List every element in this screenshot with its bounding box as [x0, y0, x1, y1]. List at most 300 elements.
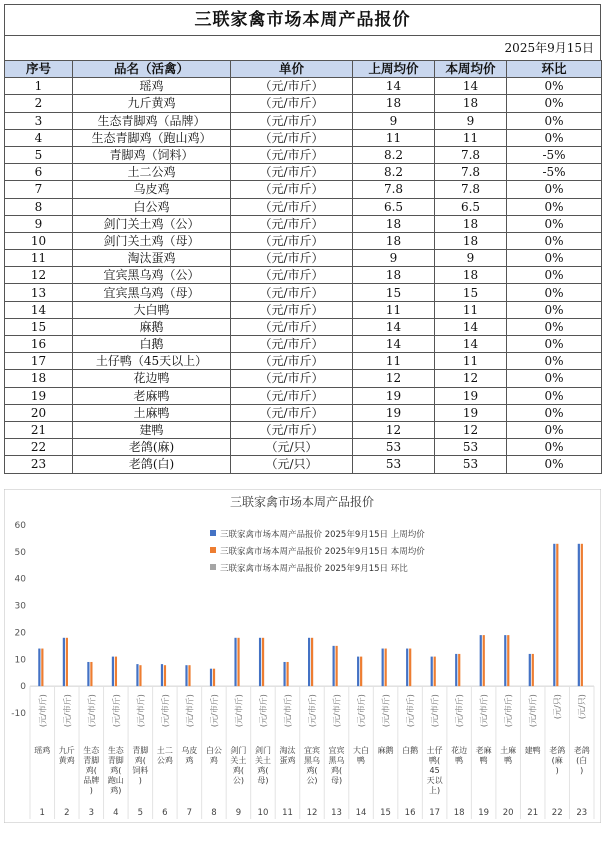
category-name-line: 淘汰	[279, 746, 296, 755]
table-row	[5, 215, 602, 232]
category-name-line: )	[580, 766, 584, 775]
bar	[455, 654, 457, 686]
sheet-title: 三联家禽市场本周产品报价	[4, 4, 601, 36]
category-name-line: 宜宾	[304, 746, 320, 755]
unit: （元/市斤）	[231, 284, 353, 301]
bar	[185, 665, 187, 686]
this-week-price: 15	[435, 284, 507, 301]
row-index: 9	[5, 215, 73, 232]
category-unit-label: (元/市斤)	[185, 694, 195, 728]
last-week-price: 12	[353, 370, 435, 387]
this-week-price: 18	[435, 215, 507, 232]
category-name-label	[525, 745, 541, 755]
category-unit-label: (元/市斤)	[160, 694, 170, 728]
bar	[66, 638, 68, 686]
category-name-line: 生态	[107, 746, 124, 755]
change-pct: 0%	[507, 129, 602, 146]
change-pct: 0%	[507, 318, 602, 335]
last-week-price: 14	[353, 336, 435, 353]
row-index: 12	[5, 267, 73, 284]
product-name: 瑶鸡	[73, 78, 231, 95]
bar	[210, 669, 212, 686]
last-week-price: 14	[353, 78, 435, 95]
y-tick-label: 0	[20, 682, 26, 693]
bar	[213, 669, 215, 686]
category-unit-label: (元/市斤)	[38, 694, 48, 728]
change-pct: 0%	[507, 439, 602, 456]
category-name-line: 土仔	[426, 746, 443, 755]
y-tick-label: 30	[14, 601, 26, 612]
category-index-label: 16	[404, 808, 416, 818]
header-cell: 上周均价	[353, 61, 435, 78]
change-pct: -5%	[507, 164, 602, 181]
last-week-price: 18	[353, 267, 435, 284]
this-week-price: 14	[435, 336, 507, 353]
bar	[136, 664, 138, 686]
table-row	[5, 404, 602, 421]
category-name-line: 饲料	[132, 766, 149, 775]
table-row	[5, 421, 602, 438]
bar	[458, 654, 460, 686]
category-index-label: 22	[551, 808, 563, 818]
category-name-line: 鸡(	[232, 766, 244, 775]
last-week-price: 12	[353, 421, 435, 438]
change-pct: 0%	[507, 198, 602, 215]
last-week-price: 9	[353, 250, 435, 267]
product-name: 青脚鸡（饲料）	[73, 146, 231, 163]
unit: （元/市斤）	[231, 181, 353, 198]
row-index: 16	[5, 336, 73, 353]
bar	[406, 649, 408, 687]
bar	[507, 635, 509, 686]
bar	[333, 646, 335, 686]
category-index-label: 9	[235, 808, 242, 818]
legend-swatch	[210, 547, 216, 553]
this-week-price: 18	[435, 232, 507, 249]
bar	[38, 649, 40, 687]
last-week-price: 7.8	[353, 181, 435, 198]
category-name-line: 母)	[257, 776, 269, 785]
legend-swatch	[210, 564, 216, 570]
category-unit-label: (元/市斤)	[528, 694, 538, 728]
row-index: 8	[5, 198, 73, 215]
table-row	[5, 284, 602, 301]
category-name-line: 建鸭	[524, 746, 541, 755]
category-name-label	[378, 745, 394, 755]
table-row	[5, 112, 602, 129]
bar	[357, 657, 359, 687]
category-name-line: 公)	[232, 776, 244, 785]
unit: （元/市斤）	[231, 232, 353, 249]
table-row	[5, 370, 602, 387]
category-unit-label: (元/市斤)	[87, 694, 97, 728]
row-index: 1	[5, 78, 73, 95]
table-body	[5, 78, 602, 473]
product-name: 土麻鸭	[73, 404, 231, 421]
category-name-line: 剑门	[230, 746, 247, 755]
category-name-line: 鸡(	[110, 766, 122, 775]
price-table	[4, 60, 602, 474]
this-week-price: 12	[435, 370, 507, 387]
unit: （元/市斤）	[231, 370, 353, 387]
category-name-line: 鸭	[455, 756, 464, 765]
category-name-line: 鸡(	[306, 766, 318, 775]
product-name: 麻鹅	[73, 318, 231, 335]
category-name-line: 鸡(	[85, 766, 97, 775]
category-name-line: 黑乌	[304, 756, 320, 765]
bar	[237, 638, 239, 686]
category-name-line: 品牌	[83, 776, 100, 785]
category-unit-label: (元/市斤)	[381, 694, 391, 728]
bar	[578, 544, 580, 686]
this-week-price: 12	[435, 421, 507, 438]
product-name: 剑门关土鸡（公）	[73, 215, 231, 232]
unit: （元/市斤）	[231, 146, 353, 163]
product-name: 生态青脚鸡（跑山鸡）	[73, 129, 231, 146]
bar	[161, 664, 163, 686]
product-name: 白公鸡	[73, 198, 231, 215]
bar	[308, 638, 310, 686]
row-index: 2	[5, 95, 73, 112]
this-week-price: 18	[435, 267, 507, 284]
last-week-price: 6.5	[353, 198, 435, 215]
category-index-label: 5	[137, 808, 144, 818]
change-pct: -5%	[507, 146, 602, 163]
category-index-label: 4	[113, 808, 119, 818]
category-name-line: 公鸡	[156, 756, 173, 765]
bar	[41, 649, 43, 687]
unit: （元/市斤）	[231, 404, 353, 421]
header-cell: 品名（活禽）	[73, 61, 231, 78]
table-row	[5, 129, 602, 146]
bar	[283, 662, 285, 686]
bar	[434, 657, 436, 687]
bar	[556, 544, 558, 686]
change-pct: 0%	[507, 353, 602, 370]
bar	[382, 649, 384, 687]
category-name-line: 土麻	[500, 746, 517, 755]
row-index: 7	[5, 181, 73, 198]
category-name-line: 鸭	[479, 756, 488, 765]
category-unit-label: (元/市斤)	[258, 694, 268, 728]
category-unit-label: (元/市斤)	[332, 694, 342, 728]
change-pct: 0%	[507, 284, 602, 301]
bar	[63, 638, 65, 686]
product-name: 大白鸭	[73, 301, 231, 318]
bar	[385, 649, 387, 687]
category-name-line: 关土	[230, 756, 247, 765]
category-index-label: 23	[576, 808, 588, 818]
category-name-line: 鸭(	[429, 756, 441, 765]
category-name-line: 鸡)	[110, 786, 122, 795]
category-name-line: 鸡	[185, 756, 194, 765]
row-index: 11	[5, 250, 73, 267]
category-name-line: 天以	[426, 776, 443, 785]
bar	[581, 544, 583, 686]
last-week-price: 8.2	[353, 146, 435, 163]
category-name-line: 乌皮	[181, 746, 198, 755]
product-name: 建鸭	[73, 421, 231, 438]
y-tick-label: 20	[14, 628, 26, 639]
unit: （元/市斤）	[231, 78, 353, 95]
category-index-label: 3	[88, 808, 95, 818]
last-week-price: 11	[353, 353, 435, 370]
category-name-line: 白鹅	[402, 746, 419, 755]
category-name-line: 鸭	[504, 756, 513, 765]
unit: （元/只）	[231, 456, 353, 473]
bar	[234, 638, 236, 686]
category-index-label: 12	[306, 808, 318, 818]
unit: （元/市斤）	[231, 95, 353, 112]
last-week-price: 11	[353, 129, 435, 146]
category-name-line: 大白	[353, 746, 370, 755]
row-index: 14	[5, 301, 73, 318]
category-name-line: 老麻	[475, 746, 492, 755]
bar	[262, 638, 264, 686]
category-unit-label: (元/市斤)	[111, 694, 121, 728]
unit: （元/市斤）	[231, 198, 353, 215]
product-name: 土二公鸡	[73, 164, 231, 181]
table-row	[5, 387, 602, 404]
table-row	[5, 353, 602, 370]
bar	[529, 654, 531, 686]
table-row	[5, 267, 602, 284]
category-name-line: 公)	[306, 776, 318, 785]
this-week-price: 19	[435, 387, 507, 404]
y-tick-label: 10	[14, 655, 26, 666]
this-week-price: 53	[435, 439, 507, 456]
product-name: 九斤黄鸡	[73, 95, 231, 112]
row-index: 23	[5, 456, 73, 473]
last-week-price: 9	[353, 112, 435, 129]
change-pct: 0%	[507, 112, 602, 129]
product-name: 淘汰蛋鸡	[73, 250, 231, 267]
category-unit-label: (元/市斤)	[357, 694, 367, 728]
change-pct: 0%	[507, 181, 602, 198]
bar	[164, 665, 166, 686]
row-index: 13	[5, 284, 73, 301]
price-sheet	[4, 4, 601, 474]
bar	[504, 635, 506, 686]
bar	[112, 657, 114, 687]
bar	[139, 665, 141, 686]
product-name: 老麻鸭	[73, 387, 231, 404]
last-week-price: 11	[353, 301, 435, 318]
bar	[336, 646, 338, 686]
table-row	[5, 250, 602, 267]
bar	[360, 657, 362, 687]
bar	[431, 657, 433, 687]
category-index-label: 13	[331, 808, 342, 818]
bar	[480, 635, 482, 686]
table-row	[5, 232, 602, 249]
category-index-label: 7	[186, 808, 193, 818]
unit: （元/市斤）	[231, 336, 353, 353]
unit: （元/市斤）	[231, 318, 353, 335]
bar	[259, 638, 261, 686]
legend-label: 三联家禽市场本周产品报价 2025年9月15日 本周均价	[220, 547, 425, 557]
row-index: 20	[5, 404, 73, 421]
product-name: 老鸽(麻)	[73, 439, 231, 456]
bar	[311, 638, 313, 686]
change-pct: 0%	[507, 232, 602, 249]
last-week-price: 53	[353, 439, 435, 456]
table-row	[5, 78, 602, 95]
category-name-line: 母)	[330, 776, 343, 785]
unit: （元/市斤）	[231, 112, 353, 129]
legend-label: 三联家禽市场本周产品报价 2025年9月15日 环比	[220, 564, 408, 574]
legend-label: 三联家禽市场本周产品报价 2025年9月15日 上周均价	[220, 530, 425, 540]
row-index: 3	[5, 112, 73, 129]
bar	[188, 665, 190, 686]
this-week-price: 53	[435, 456, 507, 473]
category-unit-label: (元/只)	[553, 694, 563, 720]
category-name-line: 麻鹅	[377, 746, 394, 755]
unit: （元/市斤）	[231, 129, 353, 146]
category-name-line: (白	[576, 756, 588, 765]
table-row	[5, 336, 602, 353]
last-week-price: 19	[353, 387, 435, 404]
table-row	[5, 301, 602, 318]
category-index-label: 8	[211, 808, 217, 818]
category-name-line: )	[138, 776, 142, 785]
category-name-line: 45	[429, 766, 440, 775]
category-name-line: 关土	[254, 756, 271, 765]
last-week-price: 15	[353, 284, 435, 301]
category-unit-label: (元/只)	[577, 694, 587, 720]
change-pct: 0%	[507, 301, 602, 318]
category-name-line: 鸡(	[257, 766, 269, 775]
category-name-line: )	[89, 786, 93, 795]
category-unit-label: (元/市斤)	[283, 694, 293, 728]
last-week-price: 8.2	[353, 164, 435, 181]
unit: （元/市斤）	[231, 164, 353, 181]
last-week-price: 53	[353, 456, 435, 473]
change-pct: 0%	[507, 370, 602, 387]
category-name-line: 老鸽	[573, 746, 590, 755]
category-name-line: 九斤	[58, 746, 75, 755]
header-cell: 环比	[507, 61, 602, 78]
bar	[87, 662, 89, 686]
this-week-price: 19	[435, 404, 507, 421]
unit: （元/市斤）	[231, 267, 353, 284]
unit: （元/市斤）	[231, 387, 353, 404]
category-name-line: 白公	[205, 746, 222, 755]
row-index: 10	[5, 232, 73, 249]
unit: （元/市斤）	[231, 353, 353, 370]
table-row	[5, 95, 602, 112]
category-index-label: 18	[453, 808, 465, 818]
unit: （元/市斤）	[231, 250, 353, 267]
table-row	[5, 181, 602, 198]
category-name-line: 青脚	[83, 756, 100, 765]
this-week-price: 14	[435, 318, 507, 335]
category-name-line: (麻	[551, 756, 563, 765]
table-row	[5, 439, 602, 456]
category-index-label: 15	[380, 808, 391, 818]
table-row	[5, 318, 602, 335]
category-index-label: 1	[39, 808, 45, 818]
category-name-line: 蛋鸡	[279, 756, 296, 765]
bar	[532, 654, 534, 686]
row-index: 4	[5, 129, 73, 146]
category-name-line: 瑶鸡	[34, 746, 51, 755]
y-tick-label: 40	[14, 574, 26, 585]
bar	[409, 649, 411, 687]
change-pct: 0%	[507, 336, 602, 353]
table-header-row	[5, 61, 602, 78]
unit: （元/只）	[231, 439, 353, 456]
this-week-price: 7.8	[435, 164, 507, 181]
category-name-line: 土二	[156, 746, 173, 755]
row-index: 21	[5, 421, 73, 438]
legend-swatch	[210, 530, 216, 536]
last-week-price: 18	[353, 95, 435, 112]
category-index-label: 6	[162, 808, 168, 818]
table-row	[5, 198, 602, 215]
this-week-price: 14	[435, 78, 507, 95]
this-week-price: 9	[435, 250, 507, 267]
category-index-label: 17	[429, 808, 441, 818]
last-week-price: 18	[353, 232, 435, 249]
this-week-price: 11	[435, 301, 507, 318]
bar	[286, 662, 288, 686]
chart-title: 三联家禽市场本周产品报价	[229, 495, 375, 509]
category-name-line: 生态	[83, 746, 100, 755]
category-name-line: 青脚	[107, 756, 124, 765]
this-week-price: 7.8	[435, 146, 507, 163]
report-date: 2025年9月15日	[4, 36, 601, 60]
category-unit-label: (元/市斤)	[430, 694, 440, 728]
bar	[90, 662, 92, 686]
product-name: 白鹅	[73, 336, 231, 353]
category-name-line: 跑山	[107, 776, 124, 785]
category-name-label	[34, 745, 50, 755]
last-week-price: 18	[353, 215, 435, 232]
category-unit-label: (元/市斤)	[479, 694, 489, 728]
category-name-line: 黄鸡	[58, 756, 75, 765]
category-index-label: 14	[355, 808, 367, 818]
y-tick-label: 50	[14, 547, 26, 558]
category-name-line: 上)	[429, 786, 441, 795]
category-name-line: 鸡(	[134, 756, 146, 765]
this-week-price: 6.5	[435, 198, 507, 215]
table-row	[5, 146, 602, 163]
y-tick-label: 60	[14, 521, 26, 531]
y-tick-label: -10	[11, 709, 26, 719]
category-name-line: 青脚	[132, 746, 149, 755]
change-pct: 0%	[507, 267, 602, 284]
change-pct: 0%	[507, 250, 602, 267]
category-name-line: 黑乌	[328, 756, 345, 765]
product-name: 土仔鸭（45天以上）	[73, 353, 231, 370]
category-index-label: 11	[282, 808, 293, 818]
category-unit-label: (元/市斤)	[455, 694, 465, 728]
product-name: 乌皮鸡	[73, 181, 231, 198]
row-index: 18	[5, 370, 73, 387]
category-name-line: 鸡(	[330, 766, 343, 775]
header-cell: 本周均价	[435, 61, 507, 78]
change-pct: 0%	[507, 404, 602, 421]
category-index-label: 20	[502, 808, 514, 818]
change-pct: 0%	[507, 421, 602, 438]
category-name-line: 鸡	[209, 756, 218, 765]
category-index-label: 10	[257, 808, 269, 818]
change-pct: 0%	[507, 95, 602, 112]
last-week-price: 14	[353, 318, 435, 335]
category-index-label: 19	[478, 808, 490, 818]
category-unit-label: (元/市斤)	[406, 694, 416, 728]
